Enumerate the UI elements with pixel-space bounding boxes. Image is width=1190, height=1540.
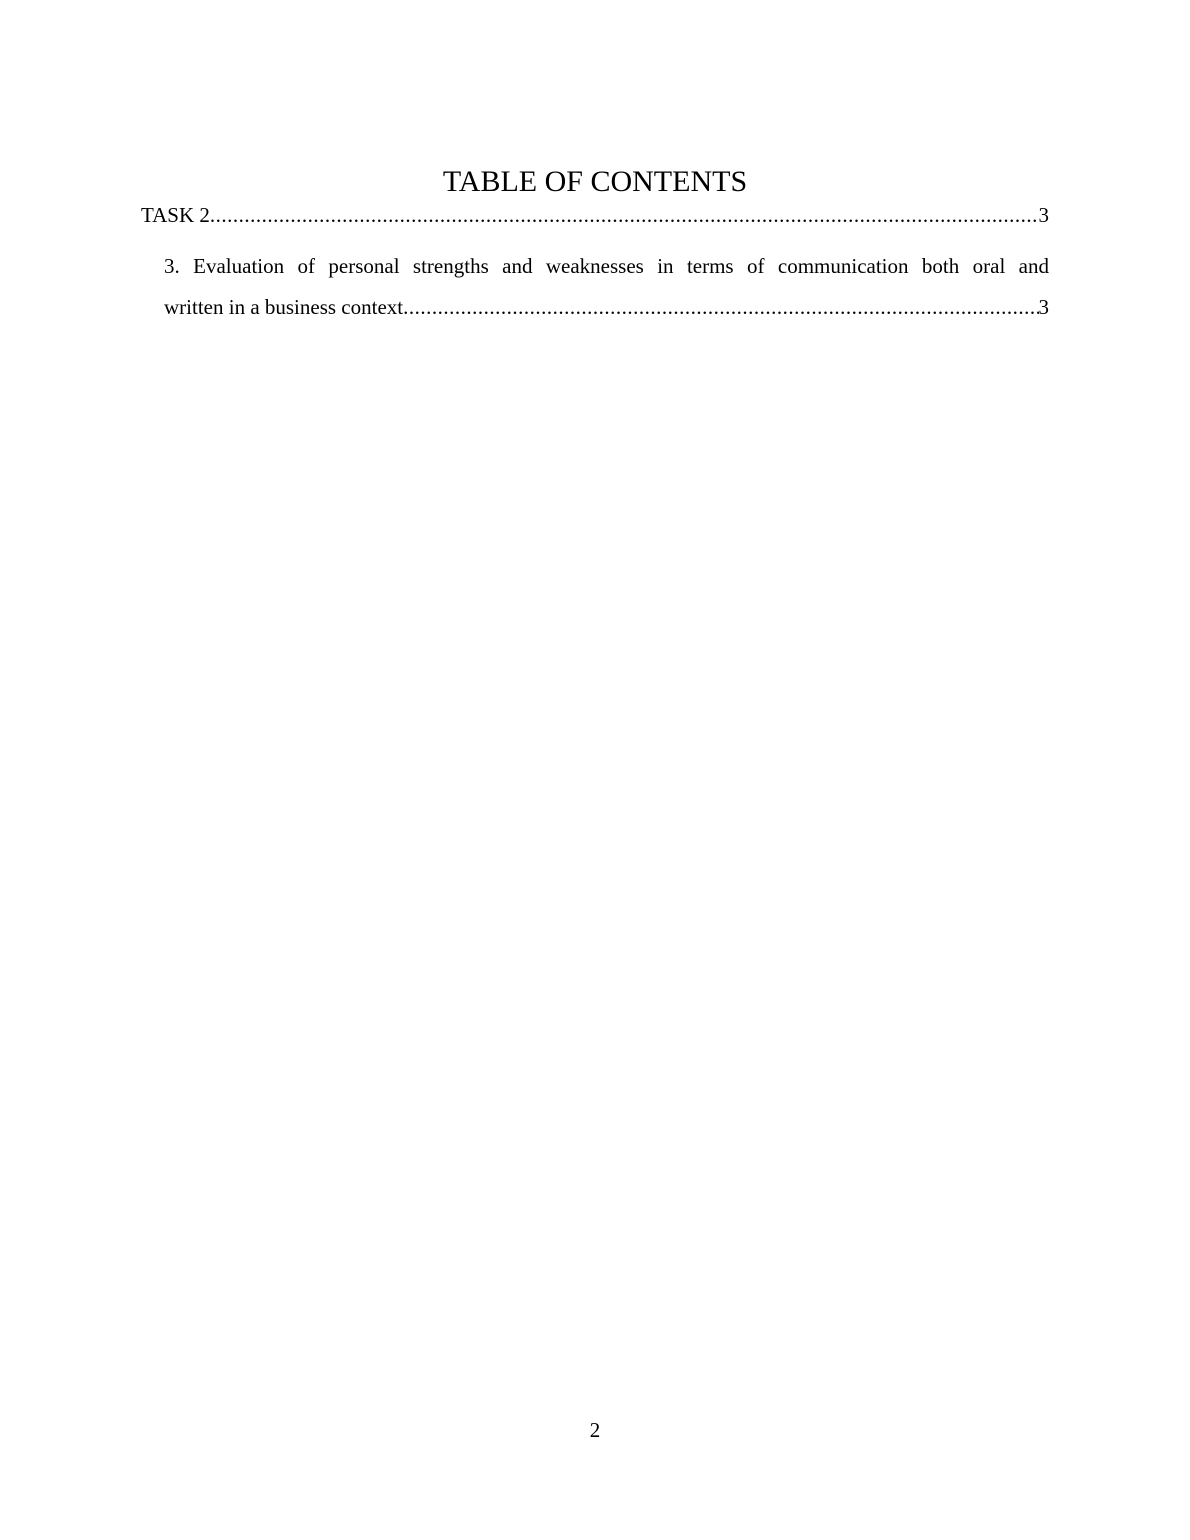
toc-dot-leader bbox=[403, 295, 1038, 319]
toc-entry-task-2[interactable] bbox=[141, 203, 1049, 227]
toc-entry-label-line-1: 3. Evaluation of personal strengths and weaknesses in terms of communication both oral and bbox=[164, 254, 1049, 278]
toc-entry-label: TASK 2 bbox=[141, 203, 210, 227]
toc-entry-page: 3 bbox=[1038, 203, 1049, 227]
toc-entry-label-line-2: written in a business context bbox=[164, 295, 404, 319]
toc-title: TABLE OF CONTENTS bbox=[442, 165, 748, 198]
toc-dot-leader bbox=[210, 203, 1039, 227]
page-number: 2 bbox=[589, 1418, 601, 1442]
toc-entry-page: 3 bbox=[1038, 295, 1049, 319]
toc-row bbox=[141, 203, 1049, 227]
toc-row bbox=[164, 295, 1049, 319]
toc-entry-section-3[interactable] bbox=[164, 254, 1049, 319]
